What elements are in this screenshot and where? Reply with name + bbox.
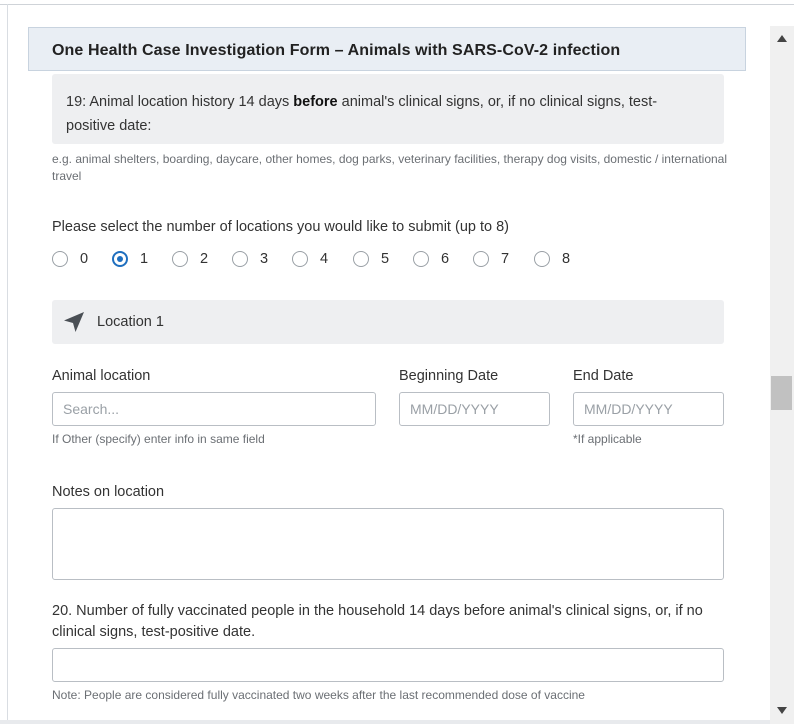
radio-label: 2 (200, 251, 209, 267)
location-count-radio-group (52, 250, 612, 270)
notes-on-location-textarea[interactable] (52, 508, 724, 580)
radio-circle[interactable] (353, 251, 369, 267)
end-date-label: End Date (573, 368, 634, 384)
question-19-text (66, 90, 706, 138)
radio-circle[interactable] (292, 251, 308, 267)
radio-label: 1 (140, 251, 149, 267)
top-divider (0, 0, 794, 5)
navigation-arrow-icon (62, 310, 86, 334)
radio-circle-selected[interactable] (112, 251, 128, 267)
scroll-up-arrow-icon[interactable] (777, 35, 787, 42)
radio-circle[interactable] (413, 251, 429, 267)
radio-circle[interactable] (473, 251, 489, 267)
animal-location-help: If Other (specify) enter info in same field (52, 432, 265, 446)
radio-circle[interactable] (172, 251, 188, 267)
location-1-title: Location 1 (97, 314, 164, 330)
radio-label: 7 (501, 251, 510, 267)
location-count-label: Please select the number of locations you would like to submit (up to 8) (52, 219, 509, 235)
beginning-date-label: Beginning Date (399, 368, 499, 384)
radio-label: 0 (80, 251, 89, 267)
radio-circle[interactable] (232, 251, 248, 267)
left-divider (7, 4, 8, 724)
beginning-date-input[interactable] (399, 392, 550, 426)
radio-label: 5 (381, 251, 390, 267)
radio-circle[interactable] (52, 251, 68, 267)
animal-location-search-input[interactable] (52, 392, 376, 426)
scrollbar-thumb[interactable] (771, 376, 792, 410)
vertical-scrollbar[interactable] (770, 26, 794, 724)
end-date-input[interactable] (573, 392, 724, 426)
question-20-text: 20. Number of fully vaccinated people in the household 14 days before animal's clinical signs, or, if no clinical signs, test-positive date. (52, 603, 703, 640)
bottom-divider (0, 720, 770, 724)
notes-on-location-label: Notes on location (52, 484, 165, 500)
radio-label: 6 (441, 251, 450, 267)
question-20-note: Note: People are considered fully vaccinated two weeks after the last recommended dose of vaccine (52, 688, 585, 702)
radio-label: 3 (260, 251, 269, 267)
radio-label: 8 (562, 251, 571, 267)
question-19-bold-word: before (293, 94, 338, 110)
form-title: One Health Case Investigation Form – Animals with SARS-CoV-2 infection (52, 42, 621, 59)
question-19-hint: e.g. animal shelters, boarding, daycare, other homes, dog parks, veterinary facilities, therapy dog visits, domestic / international travel (52, 152, 728, 183)
radio-circle[interactable] (534, 251, 550, 267)
animal-location-label: Animal location (52, 368, 151, 384)
vaccinated-people-count-input[interactable] (52, 648, 724, 682)
scroll-down-arrow-icon[interactable] (777, 707, 787, 714)
question-19-text-start: 19: Animal location history 14 days (66, 94, 294, 110)
radio-label: 4 (320, 251, 329, 267)
end-date-help: *If applicable (573, 432, 642, 446)
question-19-box (52, 74, 724, 144)
location-1-header (52, 300, 724, 344)
form-header (28, 27, 746, 71)
question-19-text-end: animal's clinical signs, or, if no clinical signs, test-positive date: (66, 94, 658, 134)
